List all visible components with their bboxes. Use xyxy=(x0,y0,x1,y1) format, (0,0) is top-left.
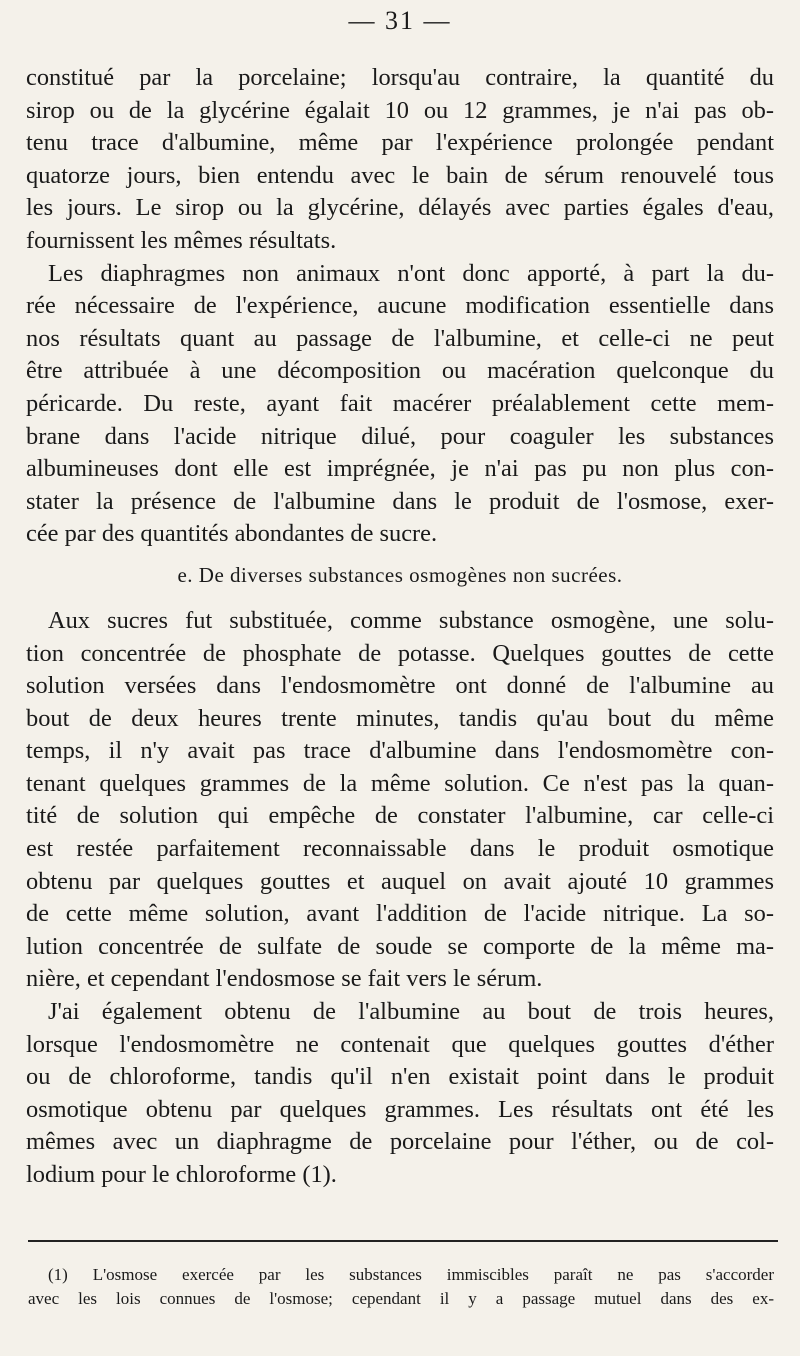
text-line: cée par des quantités abondantes de sucre. xyxy=(26,520,438,548)
text-line: obtenu par quelques gouttes et auquel on avait ajouté 10 grammes xyxy=(26,867,774,895)
text-line: nière, et cependant l'endosmose se fait vers le sérum. xyxy=(26,965,543,993)
text-line: être attribuée à une décomposition ou macération quelconque du xyxy=(26,357,774,385)
text-line: J'ai également obtenu de l'albumine au bout de trois heures, xyxy=(48,998,774,1026)
footnote-line: avec les lois connues de l'osmose; cependant il y a passage mutuel dans des ex- xyxy=(28,1289,774,1308)
page-number: — 31 — xyxy=(348,6,452,35)
text-line: ou de chloroforme, tandis qu'il n'en existait point dans le produit xyxy=(26,1063,774,1091)
footnote-line: (1) L'osmose exercée par les substances immiscibles paraît ne pas s'accorder xyxy=(48,1265,774,1284)
text-line: est restée parfaitement reconnaissable dans le produit osmotique xyxy=(26,835,774,863)
text-line: lution concentrée de sulfate de soude se comporte de la même ma- xyxy=(26,932,774,960)
text-line: tenant quelques grammes de la même solution. Ce n'est pas la quan- xyxy=(26,769,774,797)
text-line: tion concentrée de phosphate de potasse. Quelques gouttes de cette xyxy=(26,639,774,667)
text-line: rée nécessaire de l'expérience, aucune modification essentielle dans xyxy=(26,292,774,320)
text-line: tenu trace d'albumine, même par l'expérience prolongée pendant xyxy=(26,129,774,157)
text-line: lorsque l'endosmomètre ne contenait que quelques gouttes d'éther xyxy=(26,1030,774,1058)
text-line: nos résultats quant au passage de l'albumine, et celle-ci ne peut xyxy=(26,324,774,352)
text-line: stater la présence de l'albumine dans le produit de l'osmose, exer- xyxy=(26,487,774,515)
footnote-divider xyxy=(28,1240,778,1242)
text-line: brane dans l'acide nitrique dilué, pour coaguler les substances xyxy=(26,422,774,450)
text-line: Les diaphragmes non animaux n'ont donc apporté, à part la du- xyxy=(48,259,774,287)
footnote xyxy=(28,1263,774,1311)
text-line: Aux sucres fut substituée, comme substance osmogène, une solu- xyxy=(48,606,774,634)
main-text xyxy=(26,62,774,1192)
text-line: péricarde. Du reste, ayant fait macérer préalablement cette mem- xyxy=(26,389,774,417)
text-line: fournissent les mêmes résultats. xyxy=(26,226,337,254)
paragraph-2 xyxy=(26,258,774,551)
text-line: bout de deux heures trente minutes, tandis qu'au bout du même xyxy=(26,704,774,732)
text-line: solution versées dans l'endosmomètre ont donné de l'albumine au xyxy=(26,672,774,700)
text-line: les jours. Le sirop ou la glycérine, délayés avec parties égales d'eau, xyxy=(26,194,774,222)
text-line: sirop ou de la glycérine égalait 10 ou 12 grammes, je n'ai pas ob- xyxy=(26,96,774,124)
text-line: de cette même solution, avant l'addition de l'acide nitrique. La so- xyxy=(26,900,774,928)
paragraph-4 xyxy=(26,996,774,1192)
paragraph-1 xyxy=(26,62,774,258)
text-line: lodium pour le chloroforme (1). xyxy=(26,1161,337,1188)
text-line: temps, il n'y avait pas trace d'albumine dans l'endosmomètre con- xyxy=(26,737,774,765)
text-line: quatorze jours, bien entendu avec le bain de sérum renouvelé tous xyxy=(26,161,774,189)
text-line: mêmes avec un diaphragme de porcelaine pour l'éther, ou de col- xyxy=(26,1128,774,1156)
paragraph-3 xyxy=(26,605,774,996)
text-line: osmotique obtenu par quelques grammes. Les résultats ont été les xyxy=(26,1095,774,1123)
text-line: albumineuses dont elle est imprégnée, je n'ai pas pu non plus con- xyxy=(26,455,774,483)
text-line: tité de solution qui empêche de constater l'albumine, car celle-ci xyxy=(26,802,774,830)
text-line: constitué par la porcelaine; lorsqu'au contraire, la quantité du xyxy=(26,64,774,91)
section-heading: e. De diverses substances osmogènes non sucrées. xyxy=(177,562,623,587)
